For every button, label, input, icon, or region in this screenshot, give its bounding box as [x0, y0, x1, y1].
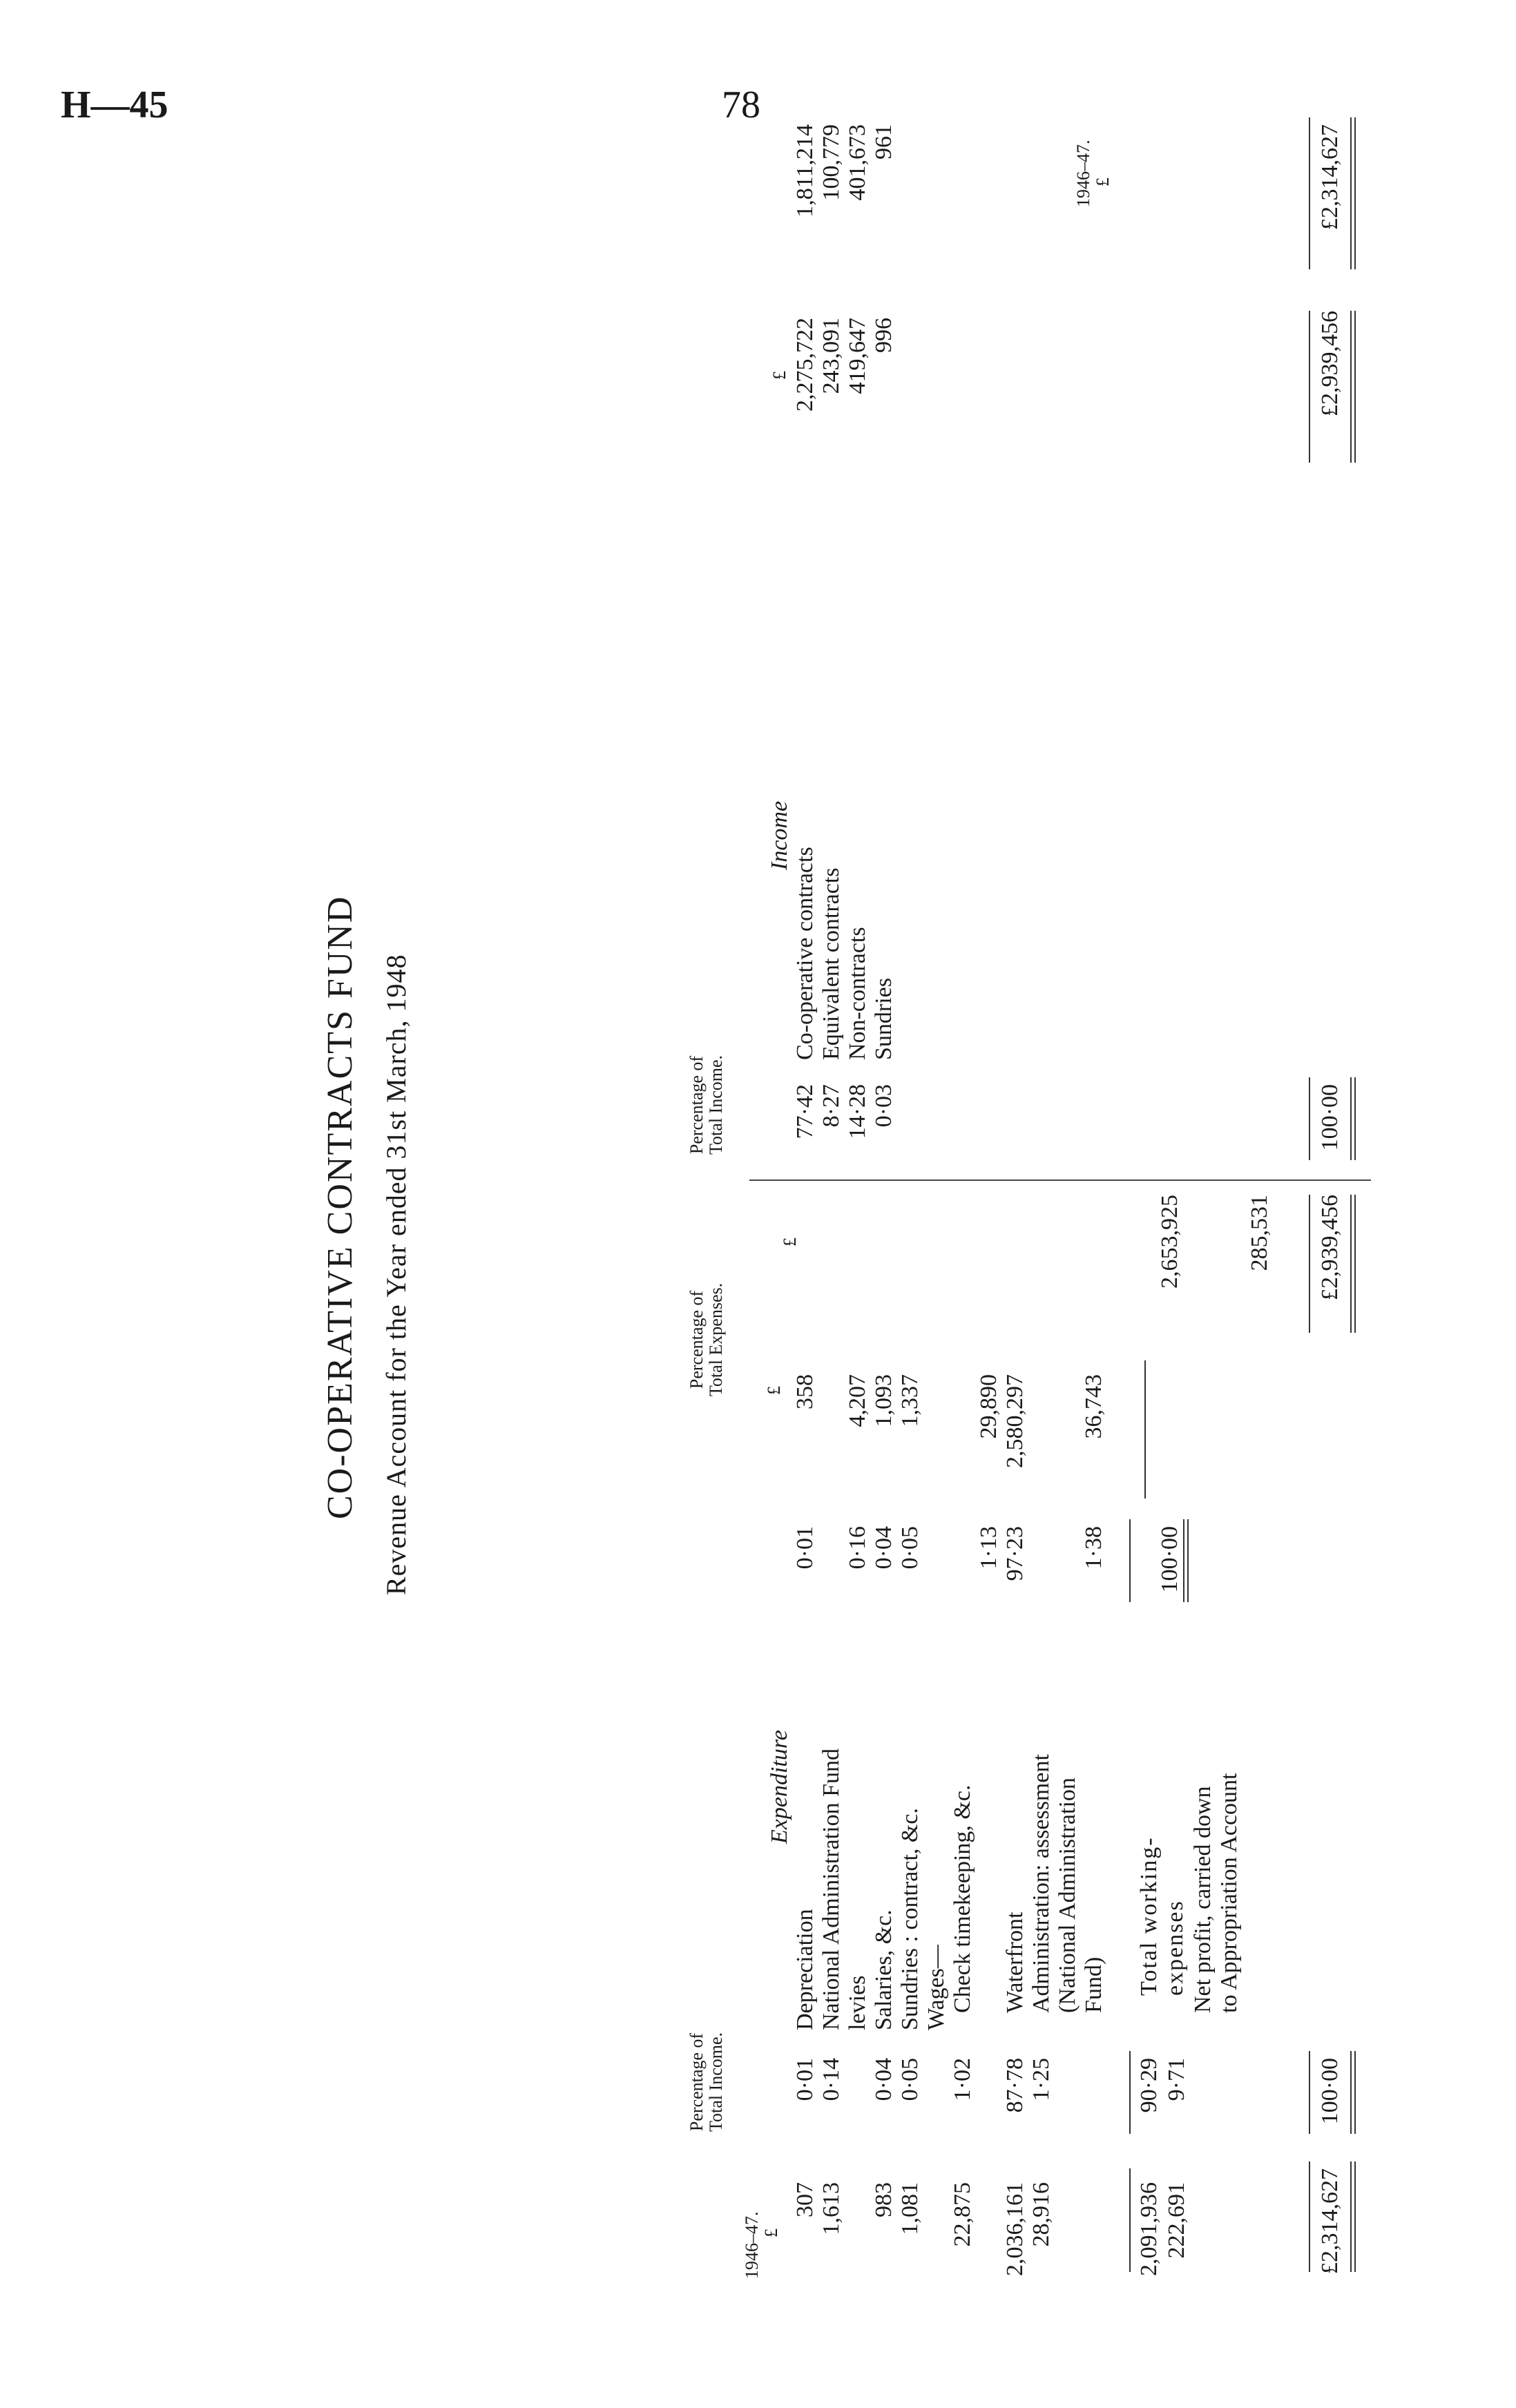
- inc-row-cooperative-pct: 77·42: [792, 1084, 818, 1139]
- exp-row-administration-prev: 28,916: [1028, 2182, 1054, 2247]
- exp-row-salaries-pct-income: 0·04: [871, 2058, 896, 2101]
- exp-row-naf-levies-amount: 4,207: [845, 1374, 870, 1427]
- inc-row-noncontracts-label: Non-contracts: [845, 927, 870, 1060]
- exp-row-salaries-label: Salaries, &c.: [871, 1909, 896, 2030]
- exp-col-amount-pound: £: [764, 1386, 784, 1395]
- exp-row-check-timekeeping-prev: 22,875: [950, 2182, 975, 2247]
- inc-row-equivalent-pct: 8·27: [818, 1084, 844, 1128]
- series-reference: H—45: [61, 84, 169, 126]
- exp-net-profit-pct-income: 9·71: [1164, 2058, 1189, 2101]
- inc-row-equivalent-amount: 243,091: [818, 318, 844, 394]
- exp-row-naf-levies-label: National Administration Fund levies: [818, 1749, 870, 2030]
- exp-row-depreciation-amount: 358: [792, 1374, 818, 1409]
- exp-total-working-prev: 2,091,936: [1136, 2182, 1162, 2276]
- inc-col-pct: Percentage of Total Income.: [687, 1055, 726, 1155]
- inc-col-amount-pound: £: [769, 371, 789, 380]
- inc-total-prev: £2,314,627: [1317, 124, 1343, 230]
- page-number: 78: [722, 84, 760, 126]
- exp-row-sundries-pct-income: 0·05: [897, 2058, 923, 2101]
- exp-total-working-pct-exp: 100·00: [1157, 1526, 1182, 1593]
- exp-row-naf-levies-pct-exp: 0·16: [845, 1526, 870, 1570]
- exp-row-naf-levies-prev: 1,613: [818, 2182, 844, 2235]
- exp-col-pct-income: Percentage of Total Income.: [687, 2032, 726, 2132]
- exp-net-profit-label: Net profit, carried down to Appropriation Account: [1190, 1773, 1242, 2013]
- inc-row-sundries-pct: 0·03: [871, 1084, 896, 1128]
- exp-row-depreciation-label: Depreciation: [792, 1909, 818, 2030]
- exp-col-pct-expenses: Percentage of Total Expenses.: [687, 1282, 726, 1397]
- exp-row-salaries-prev: 983: [871, 2182, 896, 2217]
- revenue-account-table: [273, 214, 1461, 2286]
- exp-row-check-timekeeping-label: Check timekeeping, &c.: [950, 1784, 975, 2013]
- inc-col-prev-year: 1946–47.: [1073, 139, 1093, 207]
- inc-row-equivalent-label: Equivalent contracts: [818, 867, 844, 1060]
- exp-col-prev-year: 1946–47.: [742, 2211, 762, 2279]
- exp-row-administration-label: Administration: assessment (National Administration Fund): [1028, 1754, 1106, 2013]
- exp-row-waterfront-amount: 2,580,297: [1002, 1374, 1028, 1468]
- exp-row-administration-pct-income: 1·25: [1028, 2058, 1054, 2101]
- exp-row-check-timekeeping-pct-income: 1·02: [950, 2058, 975, 2101]
- inc-row-sundries-amount: 996: [871, 318, 896, 353]
- exp-row-depreciation-pct-income: 0·01: [792, 2058, 818, 2101]
- inc-row-equivalent-prev: 100,779: [818, 124, 844, 201]
- exp-row-naf-levies-pct-income: 0·14: [818, 2058, 844, 2101]
- exp-grand-total-pct-income: 100·00: [1317, 2058, 1343, 2125]
- exp-row-waterfront-pct-exp: 97·23: [1002, 1526, 1028, 1581]
- income-heading: Income: [767, 800, 792, 870]
- exp-row-depreciation-prev: 307: [792, 2182, 818, 2217]
- exp-row-salaries-pct-exp: 0·04: [871, 1526, 896, 1570]
- exp-row-sundries-pct-exp: 0·05: [897, 1526, 923, 1570]
- inc-row-cooperative-label: Co-operative contracts: [792, 847, 818, 1060]
- inc-row-sundries-label: Sundries: [871, 978, 896, 1060]
- exp-row-administration-amount: 36,743: [1081, 1374, 1106, 1439]
- exp-col-prev-pound: £: [761, 2228, 781, 2237]
- exp-net-profit-prev: 222,691: [1164, 2182, 1189, 2259]
- expenditure-heading: Expenditure: [767, 1730, 792, 1844]
- page-subtitle: Revenue Account for the Year ended 31st March, 1948: [381, 954, 412, 1595]
- exp-row-depreciation-pct-exp: 0·01: [792, 1526, 818, 1570]
- exp-row-waterfront-prev: 2,036,161: [1002, 2182, 1028, 2276]
- exp-row-salaries-amount: 1,093: [871, 1374, 896, 1427]
- exp-row-sundries-prev: 1,081: [897, 2182, 923, 2235]
- exp-row-sundries-label: Sundries : contract, &c.: [897, 1808, 923, 2030]
- inc-row-cooperative-amount: 2,275,722: [792, 318, 818, 412]
- exp-total-working-label: Total working-expenses: [1136, 1836, 1188, 1996]
- exp-row-check-timekeeping-pct-exp: 1·13: [976, 1526, 1001, 1570]
- inc-row-noncontracts-pct: 14·28: [845, 1084, 870, 1139]
- exp-row-waterfront-pct-income: 87·78: [1002, 2058, 1028, 2113]
- exp-net-profit-amount: 285,531: [1247, 1195, 1272, 1271]
- exp-col-total-pound: £: [780, 1237, 800, 1246]
- exp-grand-total-amount: £2,939,456: [1317, 1195, 1343, 1300]
- exp-total-working-pct-income: 90·29: [1136, 2058, 1162, 2113]
- exp-row-check-timekeeping-amount: 29,890: [976, 1374, 1001, 1439]
- inc-col-prev-pound: £: [1093, 177, 1113, 186]
- inc-total-pct: 100·00: [1317, 1084, 1343, 1151]
- exp-row-sundries-amount: 1,337: [897, 1374, 923, 1427]
- page-title: CO-OPERATIVE CONTRACTS FUND: [320, 895, 360, 1519]
- income-prior-year-column: [273, 0, 1461, 394]
- inc-row-cooperative-prev: 1,811,214: [792, 124, 818, 218]
- exp-row-wages-label: Wages—: [923, 1945, 949, 2030]
- exp-row-waterfront-label: Waterfront: [1002, 1911, 1028, 2013]
- inc-row-sundries-prev: 961: [871, 124, 896, 160]
- inc-row-noncontracts-amount: 419,647: [845, 318, 870, 394]
- exp-row-administration-pct-exp: 1·38: [1081, 1526, 1106, 1570]
- exp-total-working-amount: 2,653,925: [1157, 1195, 1182, 1289]
- account-divider: [749, 1179, 1371, 1181]
- exp-grand-total-prev: £2,314,627: [1317, 2168, 1343, 2274]
- inc-total-amount: £2,939,456: [1317, 311, 1343, 416]
- inc-row-noncontracts-prev: 401,673: [845, 124, 870, 201]
